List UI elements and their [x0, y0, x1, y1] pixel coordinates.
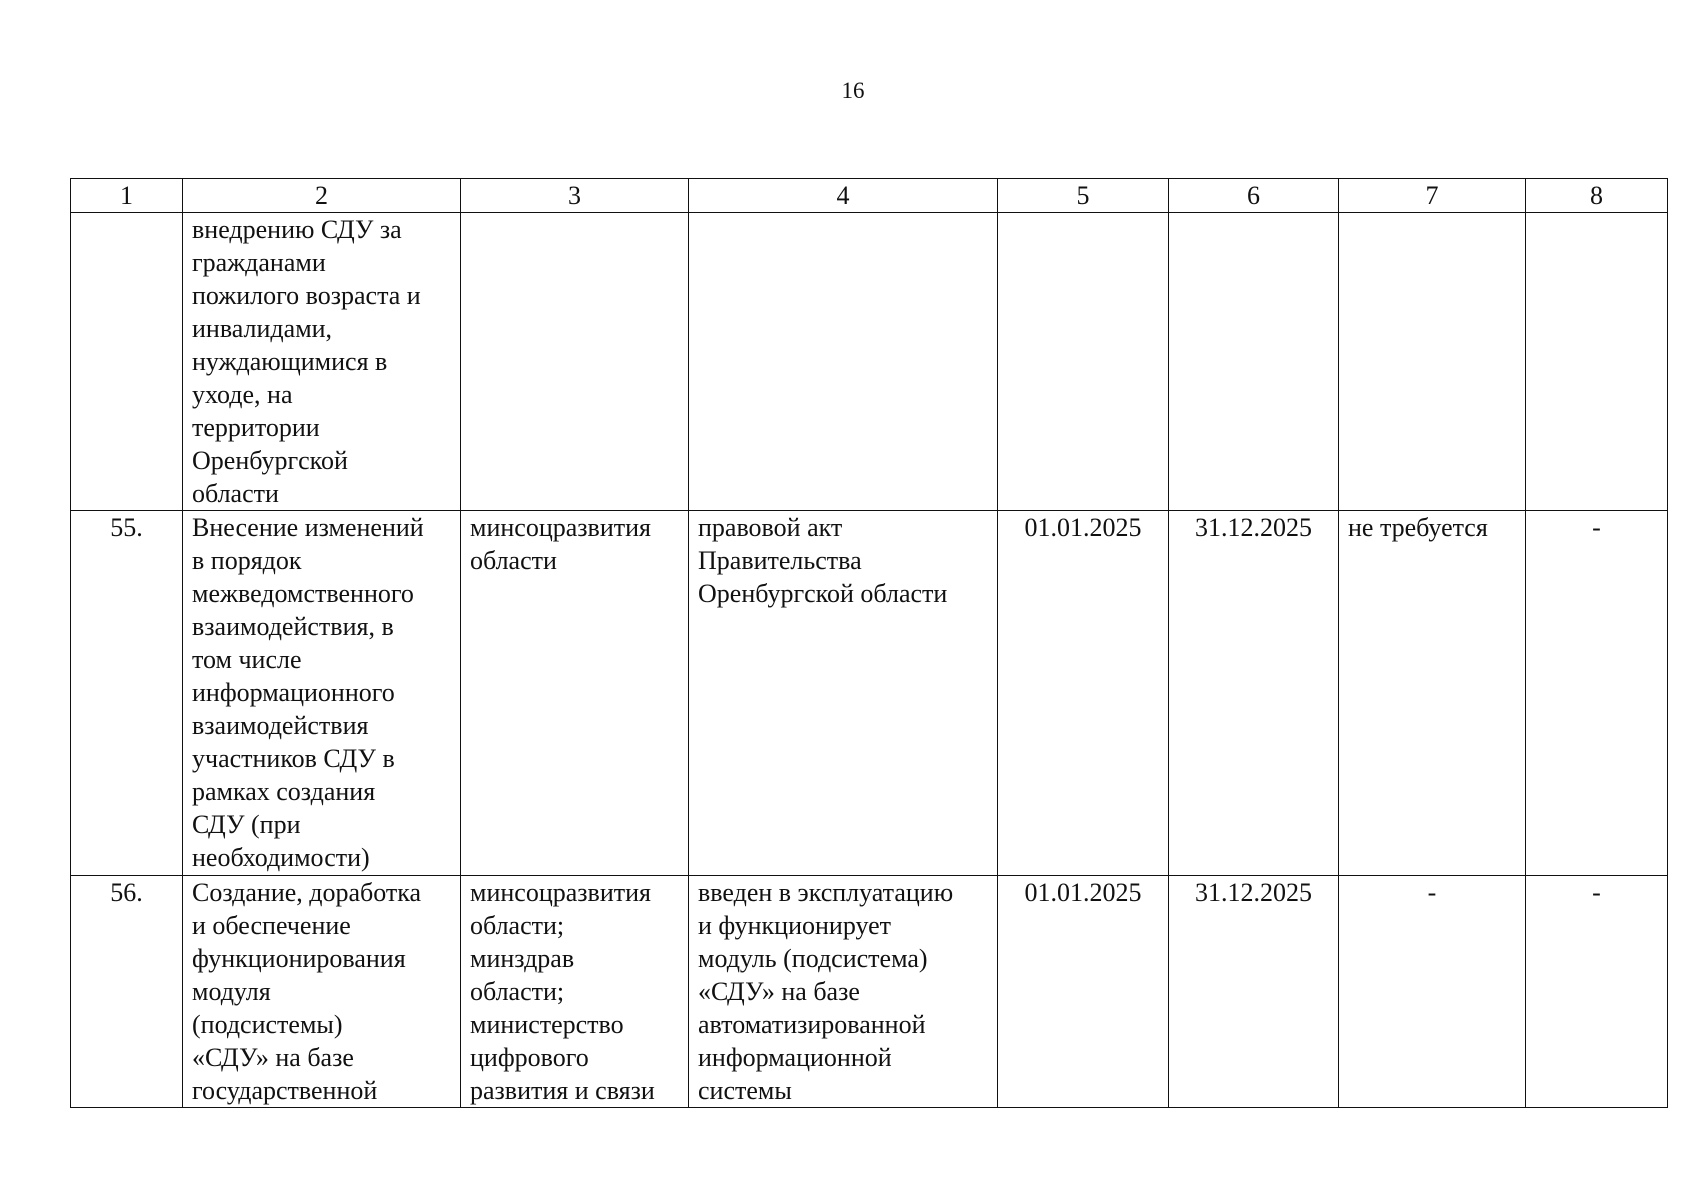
cell-line: минсоцразвития — [470, 513, 651, 542]
column-8-cell — [1526, 213, 1668, 511]
cell-line: межведомственного — [192, 579, 414, 608]
cell-line: нуждающимися в — [192, 347, 388, 376]
cell-line: пожилого возраста и — [192, 281, 421, 310]
cell-line: в порядок — [192, 546, 302, 575]
cell-line: введен в эксплуатацию — [698, 878, 954, 907]
column-number: 8 — [1526, 179, 1668, 213]
page-number: 16 — [841, 78, 865, 103]
cell-line: информационного — [192, 678, 395, 707]
cell-line: инвалидами, — [192, 314, 333, 343]
cell-line: Правительства — [698, 546, 862, 575]
column-number: 1 — [71, 179, 183, 213]
cell-line: Оренбургской области — [698, 579, 948, 608]
cell-line: министерство — [470, 1010, 624, 1039]
responsible-cell — [461, 876, 689, 1108]
column-number: 3 — [461, 179, 689, 213]
cell-line: государственной — [192, 1076, 378, 1105]
cell-line: внедрению СДУ за — [192, 215, 402, 244]
cell-line: «СДУ» на базе — [698, 977, 860, 1006]
cell-line: функционирования — [192, 944, 406, 973]
end-date-cell: 31.12.2025 — [1169, 876, 1339, 1108]
plan-table — [70, 178, 1668, 1108]
cell-line: уходе, на — [192, 380, 293, 409]
cell-line: минсоцразвития — [470, 878, 651, 907]
start-date-cell: 01.01.2025 — [998, 876, 1169, 1108]
cell-line: модуля — [192, 977, 271, 1006]
column-number-row — [71, 179, 1668, 213]
responsible-cell — [461, 213, 689, 511]
cell-line: Оренбургской — [192, 446, 348, 475]
row-number — [71, 213, 183, 511]
start-date-cell — [998, 213, 1169, 511]
cell-line: области; — [470, 977, 565, 1006]
cell-line: взаимодействия, в — [192, 612, 394, 641]
cell-line: развития и связи — [470, 1076, 655, 1105]
cell-line: области; — [470, 911, 565, 940]
cell-line: области — [470, 546, 557, 575]
cell-line: системы — [698, 1076, 792, 1105]
row-number: 56. — [71, 876, 183, 1108]
row-number: 55. — [71, 511, 183, 876]
column-number: 5 — [998, 179, 1169, 213]
cell-line: и функционирует — [698, 911, 892, 940]
cell-line: рамках создания — [192, 777, 376, 806]
result-cell — [689, 876, 998, 1108]
cell-line: автоматизированной — [698, 1010, 926, 1039]
cell-line: модуль (подсистема) — [698, 944, 928, 973]
responsible-cell — [461, 511, 689, 876]
column-8-cell: - — [1526, 876, 1668, 1108]
cell-line: Создание, доработка — [192, 878, 422, 907]
funding-cell — [1339, 213, 1526, 511]
table-row — [71, 213, 1668, 511]
column-number: 2 — [183, 179, 461, 213]
cell-line: минздрав — [470, 944, 575, 973]
column-number: 4 — [689, 179, 998, 213]
end-date-cell: 31.12.2025 — [1169, 511, 1339, 876]
measure-name-cell — [183, 213, 461, 511]
result-cell — [689, 511, 998, 876]
cell-line: (подсистемы) — [192, 1010, 343, 1039]
end-date-cell — [1169, 213, 1339, 511]
cell-line: СДУ (при — [192, 810, 301, 839]
result-cell — [689, 213, 998, 511]
table-row — [71, 876, 1668, 1108]
table-row — [71, 511, 1668, 876]
column-8-cell: - — [1526, 511, 1668, 876]
cell-line: Внесение изменений — [192, 513, 424, 542]
cell-line: информационной — [698, 1043, 892, 1072]
start-date-cell: 01.01.2025 — [998, 511, 1169, 876]
cell-line: правовой акт — [698, 513, 843, 542]
cell-line: необходимости) — [192, 843, 370, 872]
funding-cell: не требуется — [1339, 511, 1526, 876]
funding-cell: - — [1339, 876, 1526, 1108]
measure-name-cell — [183, 511, 461, 876]
cell-line: взаимодействия — [192, 711, 369, 740]
cell-line: участников СДУ в — [192, 744, 395, 773]
cell-line: том числе — [192, 645, 302, 674]
cell-line: гражданами — [192, 248, 326, 277]
cell-line: и обеспечение — [192, 911, 351, 940]
cell-line: цифрового — [470, 1043, 589, 1072]
cell-line: территории — [192, 413, 320, 442]
column-number: 7 — [1339, 179, 1526, 213]
cell-line: области — [192, 479, 279, 508]
column-number: 6 — [1169, 179, 1339, 213]
measure-name-cell — [183, 876, 461, 1108]
cell-line: «СДУ» на базе — [192, 1043, 354, 1072]
